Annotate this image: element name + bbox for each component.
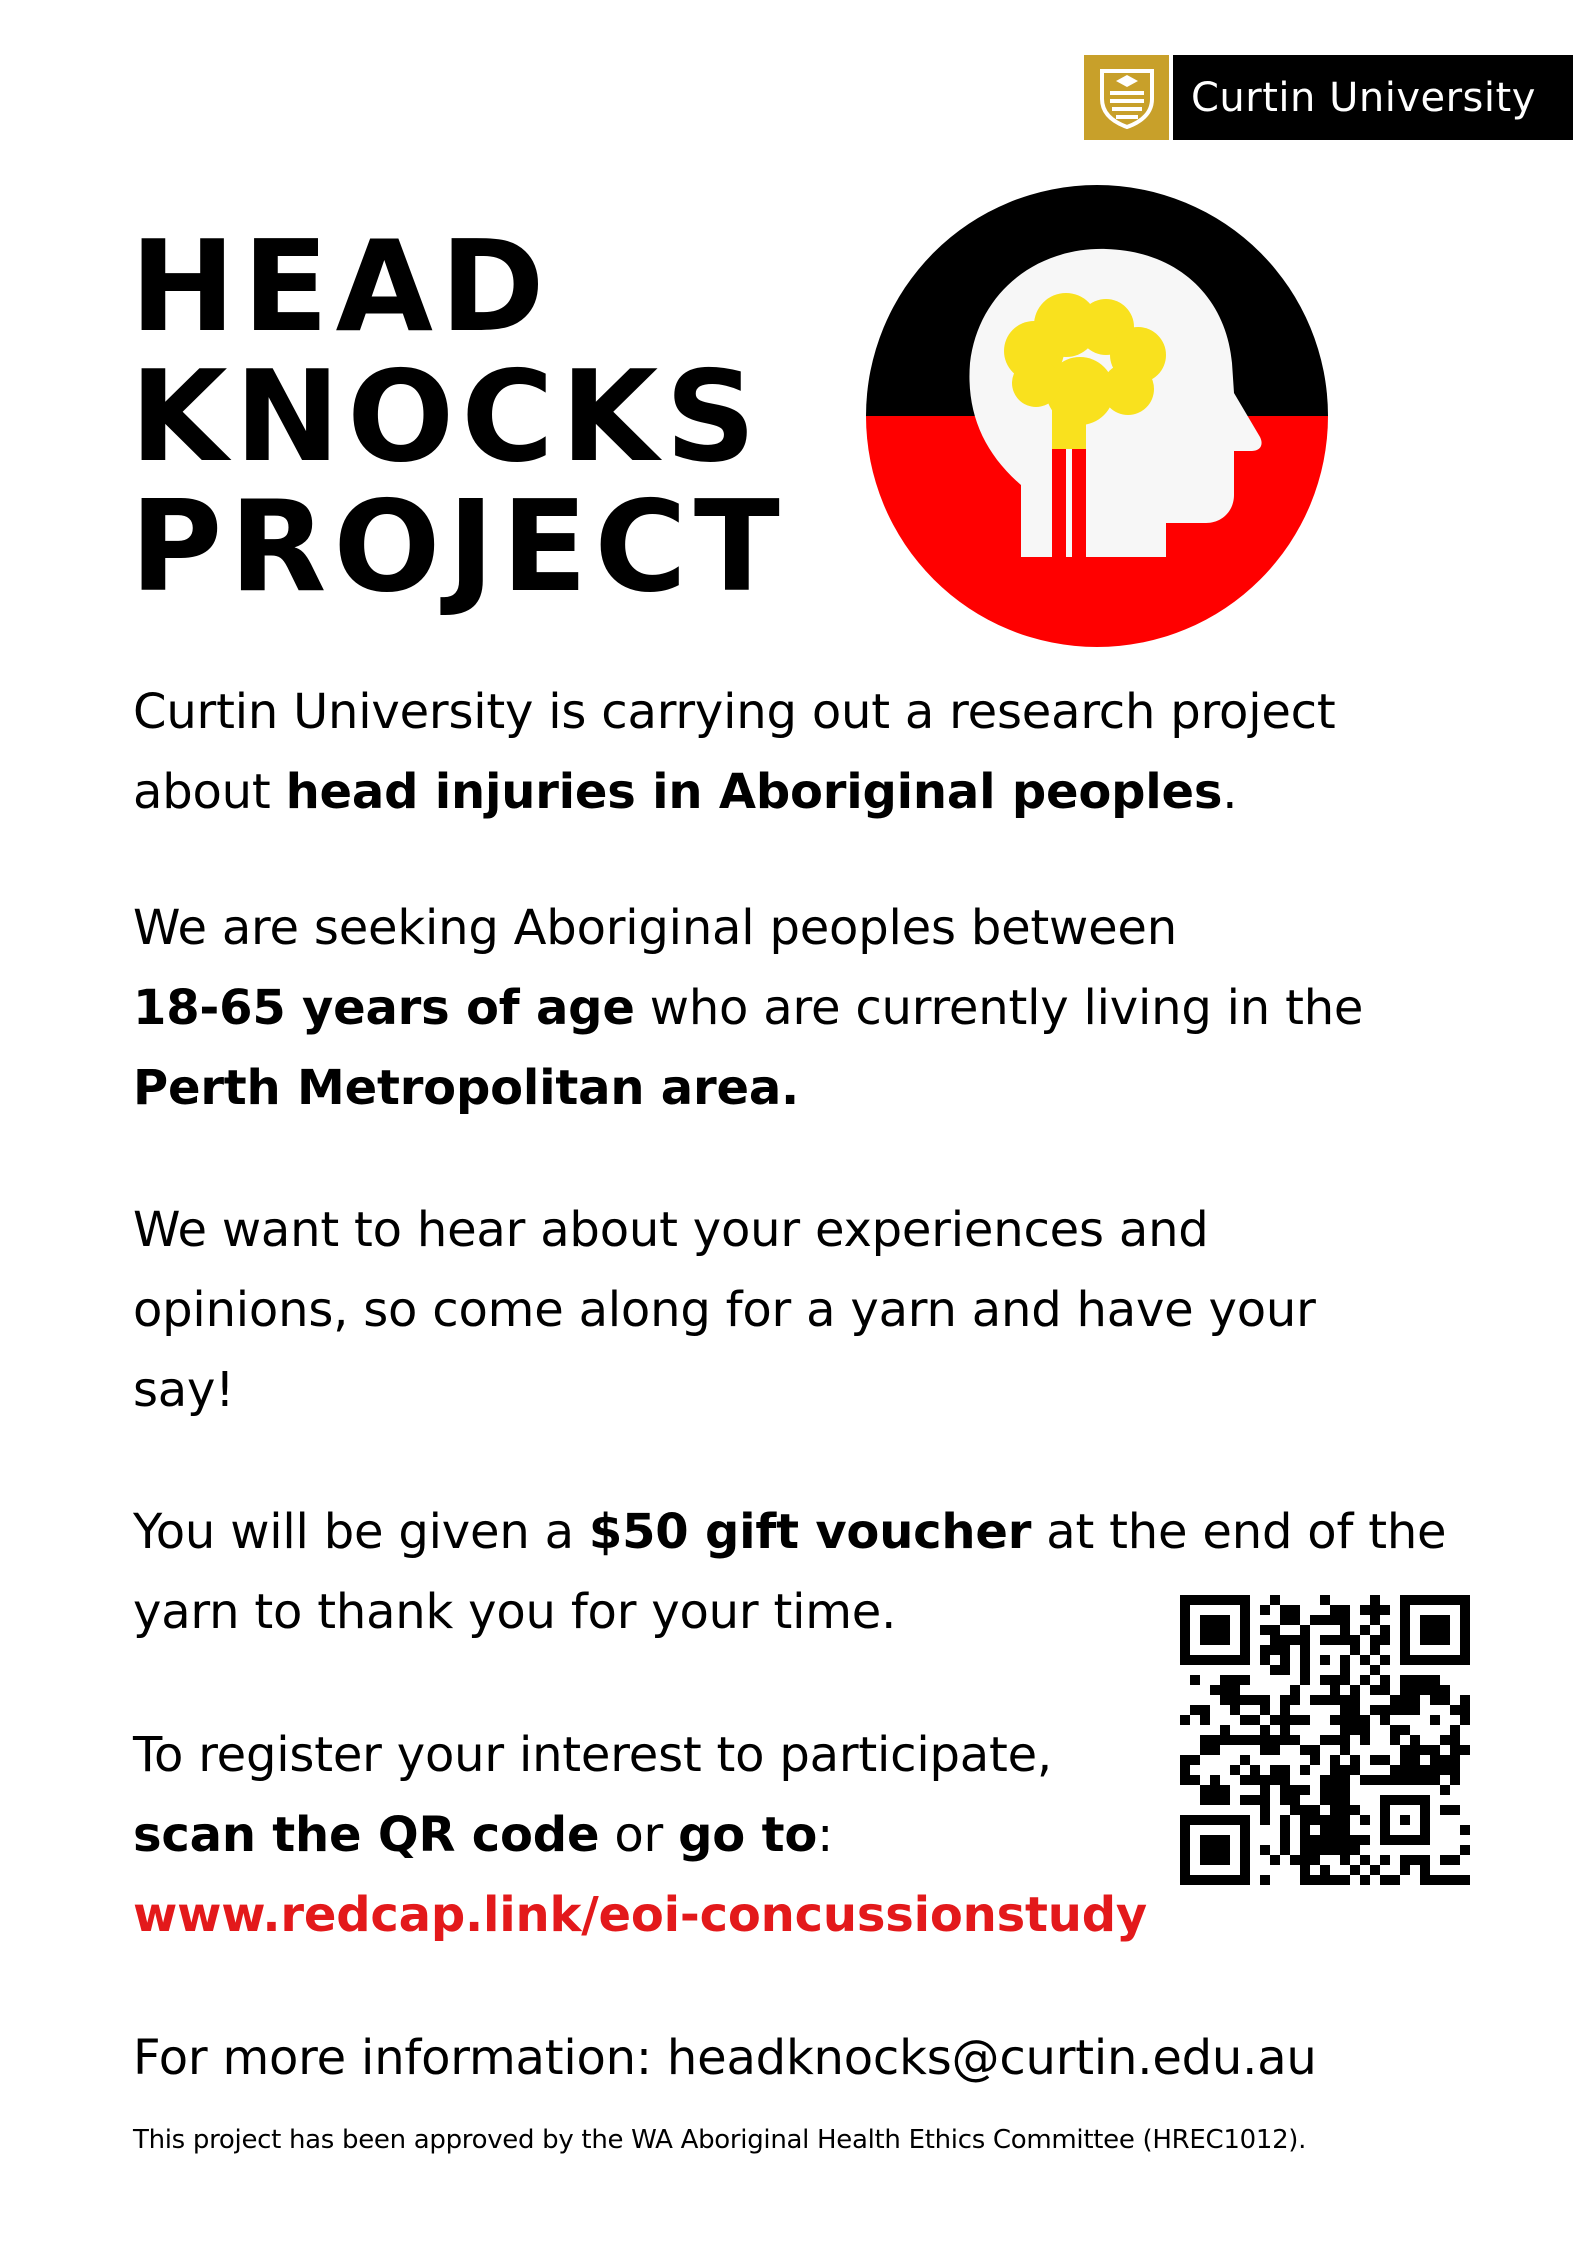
eligibility-line-1: We are seeking Aboriginal peoples between bbox=[133, 900, 1177, 956]
eligibility-paragraph bbox=[133, 888, 1363, 1128]
curtin-logo bbox=[1084, 55, 1573, 140]
intro-highlight: head injuries in Aboriginal peoples bbox=[285, 764, 1223, 820]
age-highlight: 18-65 years of age bbox=[133, 980, 635, 1036]
page-title bbox=[130, 213, 787, 620]
yarn-line-1: We want to hear about your experiences and bbox=[133, 1202, 1209, 1258]
intro-line-2: about head injuries in Aboriginal peoples. bbox=[133, 764, 1238, 820]
voucher-line-1: You will be given a $50 gift voucher at the end of the bbox=[133, 1504, 1447, 1560]
yarn-paragraph bbox=[133, 1190, 1316, 1430]
voucher-highlight: $50 gift voucher bbox=[588, 1504, 1032, 1560]
head-brain-icon bbox=[866, 185, 1328, 647]
title-line-3: PROJECT bbox=[130, 473, 787, 620]
title-line-2: KNOCKS bbox=[130, 343, 764, 490]
eligibility-line-2: 18-65 years of age who are currently living in the bbox=[133, 980, 1364, 1036]
register-line-2: scan the QR code or go to: bbox=[133, 1807, 834, 1863]
register-paragraph bbox=[133, 1715, 1147, 1955]
register-line-1: To register your interest to participate, bbox=[133, 1727, 1052, 1783]
intro-line-1: Curtin University is carrying out a research project bbox=[133, 684, 1336, 740]
intro-paragraph bbox=[133, 672, 1335, 832]
contact-line: For more information: headknocks@curtin.edu.au bbox=[133, 2030, 1317, 2086]
register-link[interactable]: www.redcap.link/eoi-concussionstudy bbox=[133, 1887, 1147, 1943]
qr-code-icon[interactable] bbox=[1180, 1595, 1470, 1885]
voucher-line-2: yarn to thank you for your time. bbox=[133, 1584, 897, 1640]
yarn-line-2: opinions, so come along for a yarn and have your bbox=[133, 1282, 1316, 1338]
yarn-line-3: say! bbox=[133, 1362, 235, 1418]
eligibility-line-3 bbox=[133, 1048, 1363, 1128]
title-line-1: HEAD bbox=[130, 213, 552, 360]
curtin-crest-icon bbox=[1084, 55, 1169, 140]
ethics-footer: This project has been approved by the WA Aboriginal Health Ethics Committee (HREC1012). bbox=[133, 2125, 1307, 2155]
curtin-logo-text: Curtin University bbox=[1169, 55, 1573, 140]
area-highlight: Perth Metropolitan area. bbox=[133, 1060, 800, 1116]
